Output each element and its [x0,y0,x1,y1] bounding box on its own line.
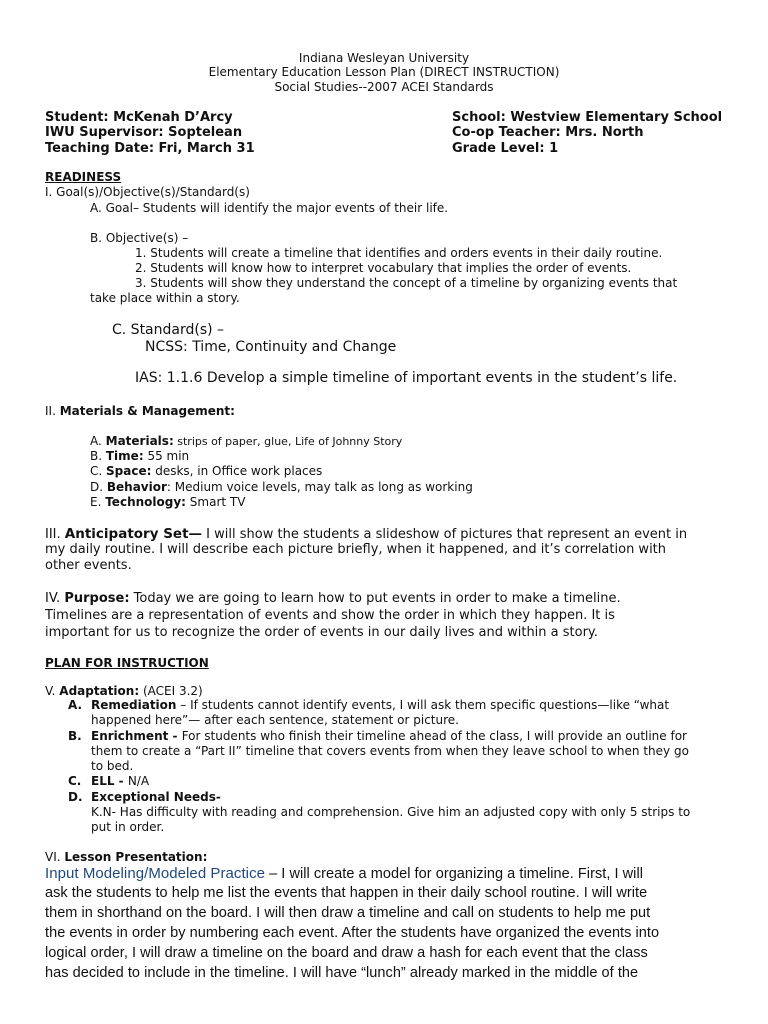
enrichment-line1: Enrichment - For students who finish their timeline ahead of the class, I will provide an outline for [91,729,687,743]
lesson-plan-title: Elementary Education Lesson Plan (DIRECT INSTRUCTION) [208,65,560,79]
standards-heading: C. Standard(s) – [112,322,225,338]
exceptional-line1: K.N- Has difficulty with reading and comprehension. Give him an adjusted copy with only 5 strips to [91,805,691,819]
purpose-line1: IV. Purpose: Today we are going to learn how to put events in order to make a timeline. [45,591,621,606]
enrichment-line2: them to create a “Part II” timeline that covers events from when they leave school to when they go [91,744,689,758]
coop-teacher: Co-op Teacher: Mrs. North [452,125,644,140]
teaching-date: Teaching Date: Fri, March 31 [45,141,255,156]
materials-item: A. Materials: strips of paper, glue, Life of Johnny Story [90,434,403,448]
student-name: Student: McKenah D’Arcy [45,110,233,125]
objective-3: 3. Students will show they understand the concept of a timeline by organizing events that [135,276,678,290]
goal-text: A. Goal– Students will identify the major events of their life. [90,201,449,215]
behavior-item: D. Behavior: Medium voice levels, may talk as long as working [90,480,473,494]
enrichment-line3: to bed. [91,759,134,773]
readiness-heading: READINESS [45,170,122,184]
remediation-line2: happened here”— after each sentence, statement or picture. [91,713,459,727]
lesson-line6: has decided to include in the timeline. I will have “lunch” already marked in the middle of the [45,965,639,981]
lesson-line4: the events in order by numbering each event. After the students have organized the events into [45,925,660,941]
time-item: B. Time: 55 min [90,449,190,463]
lesson-line3: them in shorthand on the board. I will then draw a timeline and call on students to help me put [45,905,651,921]
space-item: C. Space: desks, in Office work places [90,464,323,478]
school-name: School: Westview Elementary School [452,110,723,125]
anticipatory-set-line2: my daily routine. I will describe each picture briefly, when it happened, and it’s correlation with [45,542,667,557]
lesson-heading: VI. Lesson Presentation: [45,850,208,864]
lesson-line1: Input Modeling/Modeled Practice – I will create a model for organizing a timeline. First, I will [45,865,643,882]
materials-heading: II. Materials & Management: [45,404,235,418]
exceptional-heading: Exceptional Needs- [91,790,221,804]
university-name: Indiana Wesleyan University [298,51,470,65]
supervisor-name: IWU Supervisor: Soptelean [45,125,243,140]
ias-standard: IAS: 1.1.6 Develop a simple timeline of important events in the student’s life. [135,370,678,386]
purpose-line2: Timelines are a representation of events and show the order in which they happen. It is [45,608,615,623]
technology-item: E. Technology: Smart TV [90,495,246,509]
goals-heading: I. Goal(s)/Objective(s)/Standard(s) [45,185,250,199]
exceptional-line2: put in order. [91,820,165,834]
lesson-line2: ask the students to help me list the events that happen in their daily school routine. I will write [45,885,648,901]
grade-level: Grade Level: 1 [452,141,559,156]
ell-line: ELL - N/A [91,774,150,788]
objective-1: 1. Students will create a timeline that identifies and orders events in their daily routine. [135,246,663,260]
standards-subtitle: Social Studies--2007 ACEI Standards [274,80,494,94]
purpose-line3: important for us to recognize the order of events in our daily lives and within a story. [45,625,598,640]
objectives-heading: B. Objective(s) – [90,231,189,245]
exceptional-label: D. [68,790,83,804]
objective-3-cont: take place within a story. [90,291,240,305]
lesson-line5: logical order, I will draw a timeline on the board and draw a hash for each event that the class [45,945,648,961]
anticipatory-set-line3: other events. [45,558,132,573]
plan-heading: PLAN FOR INSTRUCTION [45,656,209,670]
anticipatory-set-line1: III. Anticipatory Set— I will show the students a slideshow of pictures that represent an event in [45,526,688,542]
enrichment-label: B. [68,729,82,743]
remediation-label: A. [68,698,83,712]
adaptation-heading: V. Adaptation: (ACEI 3.2) [45,684,203,698]
remediation-line1: Remediation – If students cannot identify events, I will ask them specific questions—like “what [91,698,670,712]
ell-label: C. [68,774,82,788]
ncss-standard: NCSS: Time, Continuity and Change [145,339,397,355]
objective-2: 2. Students will know how to interpret vocabulary that implies the order of events. [135,261,632,275]
